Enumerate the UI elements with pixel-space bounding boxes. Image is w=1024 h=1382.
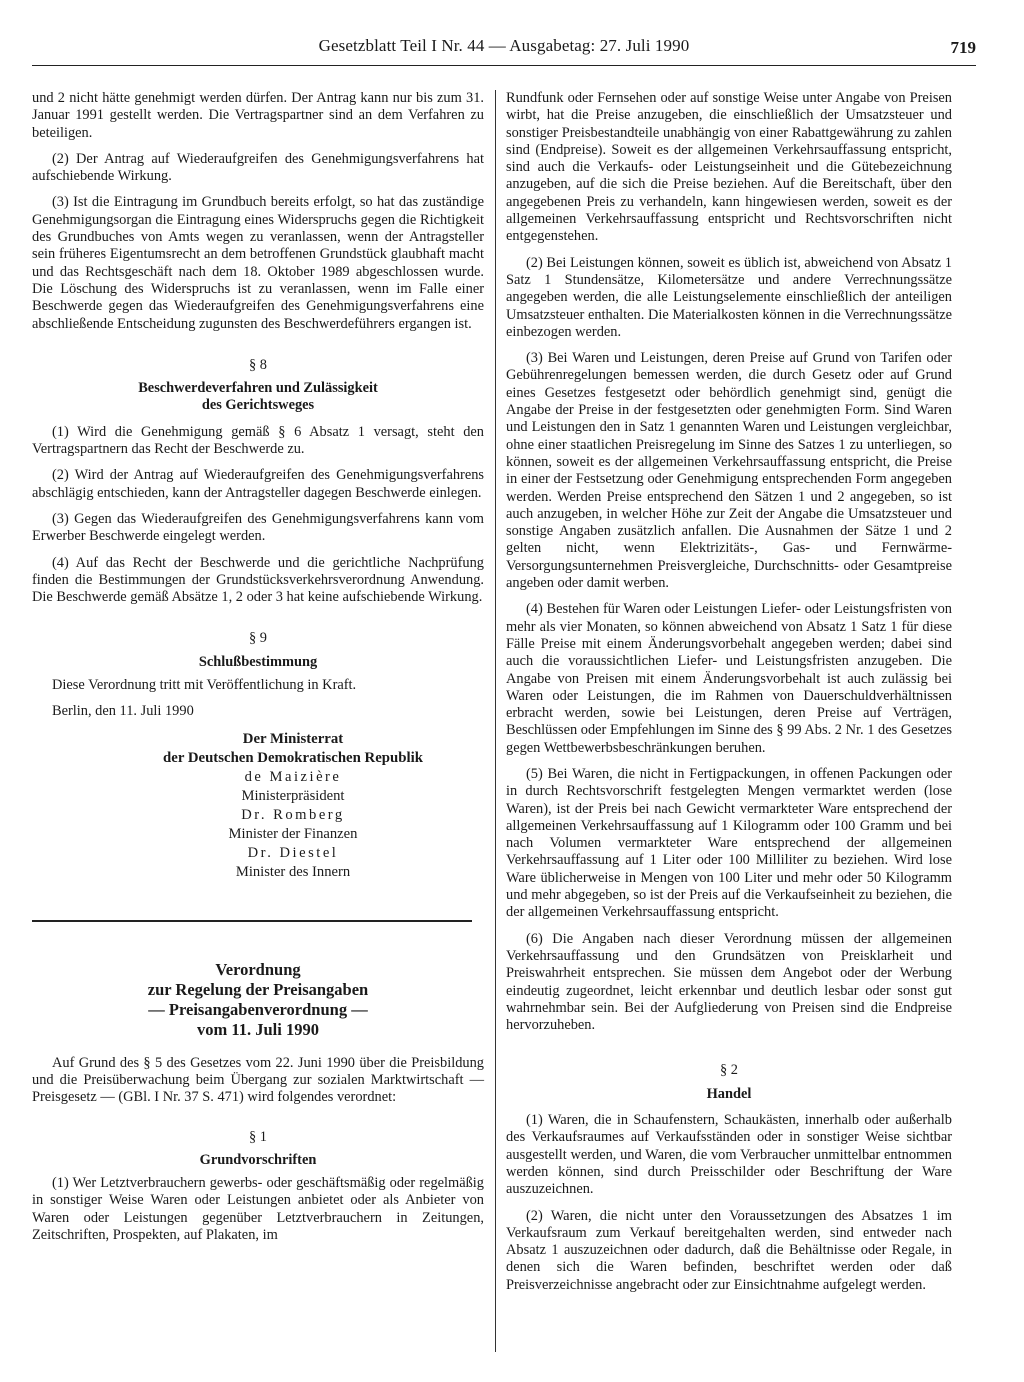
paragraph: (3) Bei Waren und Leistungen, deren Preise auf Grund von Tarifen oder Gebührenregelungen bemessen werden, die durch Gesetz oder auf Grund eines Gesetzes festgesetzt oder behördlich genehmigt sind, genügt die Angabe der Preise in der festgesetzten oder genehmigten Form. Sind Waren und Leistungen den in Satz 1 genannten Waren und Leistungen vergleichbar, ohne einer staatlichen Preisregelung im Sinne des Satzes 1 zu unterliegen, so können, soweit es der allgemeinen Verkehrsauffassung entspricht, die Preise in einer der Festsetzung oder Genehmigung entsprechenden Form angegeben werden. Werden Preise entsprechend den Sätzen 1 und 2 angegeben, so ist auch anzugeben, in welcher Höhe zur Zeit der Angabe die Umsatzsteuer und sonstige Angaben zusätzlich anfallen. Die Ausnahmen der Sätze 1 und 2 gelten nicht, wenn Elektrizitäts-, Gas- und Fernwärme-Versorgungsunternehmen Preisvergleiche, Durchschnitts- oder Gesamtpreise angeben oder damit werben. bbox=[506, 350, 952, 592]
ordinance-date: vom 11. Juli 1990 bbox=[197, 1019, 319, 1039]
section-title: Beschwerdeverfahren und Zulässigkeit bbox=[138, 380, 378, 397]
section-number: § 2 bbox=[720, 1062, 738, 1079]
section-title: Grundvorschriften bbox=[199, 1151, 317, 1168]
signatory-name: Dr. Romberg bbox=[241, 806, 345, 823]
paragraph: (4) Bestehen für Waren oder Leistungen Liefer- oder Leistungsfristen von mehr als vier Monaten, so können abweichend von Absatz 1 Satz 1 für diese Fälle Preise mit einem Änderungsvorbehalt angegeben werden; dabei sind auch die voraussichtlichen Liefer- und Leistungsfristen anzugeben. Die Angabe von Preisen mit einem Änderungsvorbehalt ist auch zulässig bei Waren oder Leistungen, die im Rahmen von Dauerschuldverhältnissen erbracht werden, sowie bei Leistungen, deren Preise auf Verträgen, Beschlüssen oder Empfehlungen im Sinne des § 99 Abs. 2 Nr. 1 des Gesetzes gegen Wettbewerbsbeschränkungen beruhen. bbox=[506, 601, 952, 756]
column-divider bbox=[495, 90, 496, 1352]
section-title: Handel bbox=[706, 1085, 752, 1102]
signatory-name: Dr. Diestel bbox=[247, 844, 339, 861]
paragraph: Rundfunk oder Fernsehen oder auf sonstige Weise unter Angabe von Preisen wirbt, hat die Preise anzugeben, die einschließlich der Umsatzsteuer und sonstiger Preisbestandteile unabhängig von einer Rabattgewährung zu zahlen sind (Endpreise). Soweit es der allgemeinen Verkehrsauffassung entspricht, sind auch die Verkaufs- oder Leistungseinheit und die Gütebezeichnung anzugeben, auf die sich die Preise beziehen. Auf die Bereitschaft, über den angegebenen Preis zu verhandeln, kann hingewiesen werden, soweit es der allgemeinen Verkehrsauffassung entspricht und Rechtsvorschriften nicht entgegenstehen. bbox=[506, 90, 952, 245]
paragraph: (1) Wird die Genehmigung gemäß § 6 Absatz 1 versagt, steht den Vertragspartnern das Recht der Beschwerde zu. bbox=[32, 423, 484, 458]
signatory-organ: der Deutschen Demokratischen Republik bbox=[163, 749, 423, 766]
paragraph: (2) Waren, die nicht unter den Voraussetzungen des Absatzes 1 im Verkaufsraum zum Verkauf bereitgehalten werden, sind entweder nach Absatz 1 auszuzeichnen oder dadurch, daß die Behältnisse oder Regale, in denen sich die Waren befinden, beschriftet werden oder daß Preisverzeichnisse angebracht oder zur Einsichtnahme aufgelegt werden. bbox=[506, 1207, 952, 1293]
paragraph: (2) Der Antrag auf Wiederaufgreifen des Genehmigungsverfahrens hat aufschiebende Wirkung. bbox=[32, 150, 484, 185]
paragraph: (1) Waren, die in Schaufenstern, Schaukästen, innerhalb oder außerhalb des Verkaufsraumes auf Verkaufsständen oder in sonstiger Weise sichtbar ausgestellt werden, und Waren, die vom Verbraucher unmittelbar entnommen werden können, sind durch Preisschilder oder Beschriftung der Ware auszuzeichnen. bbox=[506, 1112, 952, 1198]
paragraph: (3) Ist die Eintragung im Grundbuch bereits erfolgt, so hat das zuständige Genehmigungsorgan die Eintragung eines Widerspruchs gegen die Richtigkeit des Grundbuches von Amts wegen zu veranlassen, wenn der Antragsteller sein früheres Eigentumsrecht an dem betroffenen Grundstück glaubhaft macht und das Rechtsgeschäft nach dem 18. Oktober 1989 abgeschlossen wurde. Die Löschung des Widerspruchs ist zu veranlassen, wenn im Falle einer Beschwerde gegen das Wiederaufgreifen des Genehmigungsverfahrens eine abschließende Entscheidung zugunsten des Beschwerdeführers ergangen ist. bbox=[32, 194, 484, 332]
paragraph: (1) Wer Letztverbrauchern gewerbs- oder geschäftsmäßig oder regelmäßig in sonstiger Weise Waren oder Leistungen anbietet oder als Anbieter von Waren oder Leistungen gegenüber Letztverbrauchern in Zeitungen, Zeitschriften, Prospekten, auf Plakaten, im bbox=[32, 1175, 484, 1243]
paragraph: Diese Verordnung tritt mit Veröffentlichung in Kraft. bbox=[52, 677, 357, 694]
signatory-organ: Der Ministerrat bbox=[242, 730, 344, 747]
paragraph: (6) Die Angaben nach dieser Verordnung müssen der allgemeinen Verkehrsauffassung und den Grundsätzen von Preisklarheit und Preiswahrheit entsprechen. Sie müssen dem Angebot oder der Werbung eindeutig zugeordnet, leicht erkennbar und deutlich lesbar oder sonst gut wahrnehmbar sein. Bei der Aufgliederung von Preisen sind die Endpreise hervorzuheben. bbox=[506, 930, 952, 1034]
ordinance-title: — Preisangabenverordnung — bbox=[148, 999, 368, 1019]
signatory-role: Minister des Innern bbox=[235, 863, 351, 880]
paragraph: (2) Bei Leistungen können, soweit es üblich ist, abweichend von Absatz 1 Satz 1 Stundensätze, Kilometersätze und andere Verrechnungssätze angegeben werden, die alle Leistungselemente einschließlich der anteiligen Umsatzsteuer enthalten. Die Materialkosten können in die Verrechnungssätze einbezogen werden. bbox=[506, 254, 952, 340]
right-column bbox=[506, 90, 952, 1294]
section-number: § 1 bbox=[249, 1128, 267, 1145]
section-number: § 8 bbox=[249, 356, 267, 373]
paragraph: (5) Bei Waren, die nicht in Fertigpackungen, in offenen Packungen oder in durch Rechtsvorschrift festgelegten Mengen vermarktet werden (lose Waren), ist der Preis bei nach Gewicht vermarkteter Ware entsprechend der allgemeinen Verkehrsauffassung auf 1 Kilogramm oder 100 Gramm und bei nach Volumen vermarkteter Ware entsprechend der allgemeinen Verkehrsauffassung auf 1 Liter oder 100 Milliliter zu beziehen. Wird lose Ware üblicherweise in Mengen von 100 Liter und mehr oder 50 Kilogramm und mehr abgegeben, so ist der Preis auf die Verkaufseinheit zu beziehen, die der allgemeinen Verkehrsauffassung entspricht. bbox=[506, 765, 952, 921]
signatory-role: Minister der Finanzen bbox=[228, 825, 358, 842]
page-number: 719 bbox=[950, 38, 976, 57]
section-title: Schlußbestimmung bbox=[198, 653, 318, 670]
signatory-name: de Maizière bbox=[244, 768, 342, 785]
place-date: Berlin, den 11. Juli 1990 bbox=[52, 703, 194, 720]
gazette-title: Gesetzblatt Teil I Nr. 44 — Ausgabetag: 27. Juli 1990 bbox=[318, 36, 690, 55]
paragraph: Auf Grund des § 5 des Gesetzes vom 22. Juni 1990 über die Preisbildung und die Preisüberwachung beim Übergang zur sozialen Marktwirtschaft — Preisgesetz — (GBl. I Nr. 37 S. 471) wird folgendes verordnet: bbox=[32, 1054, 484, 1106]
ordinance-title: Verordnung bbox=[215, 959, 301, 979]
signature-block bbox=[32, 730, 484, 882]
paragraph: (3) Gegen das Wiederaufgreifen des Genehmigungsverfahrens kann vom Erwerber Beschwerde eingelegt werden. bbox=[32, 510, 484, 545]
section-divider bbox=[32, 920, 472, 922]
signatory-role: Ministerpräsident bbox=[241, 787, 345, 804]
left-column bbox=[32, 90, 484, 1244]
paragraph: (2) Wird der Antrag auf Wiederaufgreifen des Genehmigungsverfahrens abschlägig entschieden, kann der Antragsteller dagegen Beschwerde einlegen. bbox=[32, 467, 484, 501]
paragraph: und 2 nicht hätte genehmigt werden dürfen. Der Antrag kann nur bis zum 31. Januar 1991 gestellt werden. Die Vertragspartner sind an dem Verfahren zu beteiligen. bbox=[32, 90, 484, 141]
header-rule bbox=[32, 65, 976, 66]
ordinance-title: zur Regelung der Preisangaben bbox=[147, 979, 369, 999]
section-title: des Gerichtsweges bbox=[201, 397, 315, 414]
page-header bbox=[32, 36, 976, 64]
paragraph: (4) Auf das Recht der Beschwerde und die gerichtliche Nachprüfung finden die Bestimmungen der Grundstücksverkehrsverordnung Anwendung. Die Beschwerde gemäß Absätze 1, 2 oder 3 hat keine aufschiebende Wirkung. bbox=[32, 554, 484, 606]
section-number: § 9 bbox=[249, 630, 267, 647]
